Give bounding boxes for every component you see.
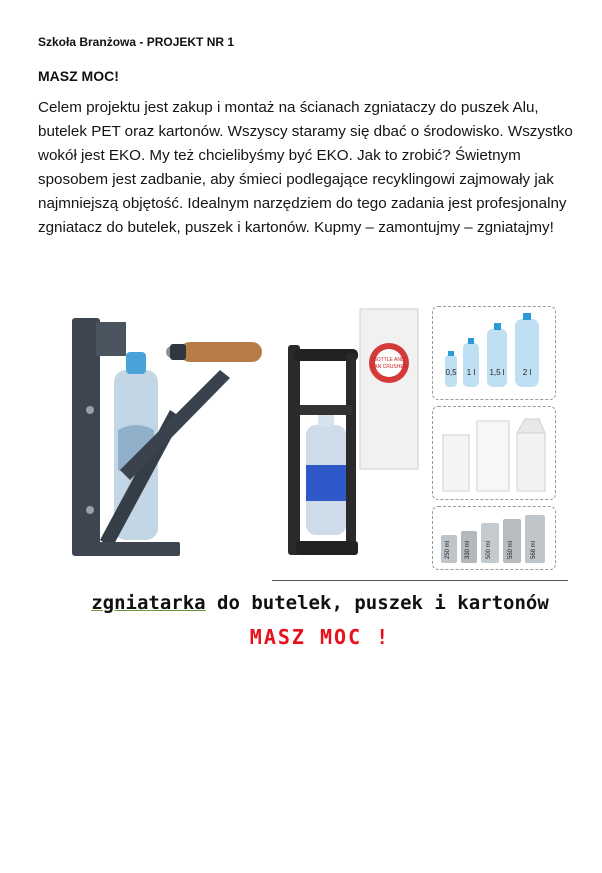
caption-first-word: zgniatarka (91, 592, 206, 614)
can-label: 250 ml (445, 540, 451, 559)
wall-crusher-image (60, 310, 270, 580)
project-description: Celem projektu jest zakup i montaż na ścianach zgniataczy do puszek Alu, butelek PET oraz kartonów. Wszyscy staramy się dbać o środowisko. Wszystko wokół jest EKO. My też chcielibyśmy być EKO. Jak to zrobić? Świetnym sposobem jest zadbanie, aby śmieci podlegające recyklingowi zajmowały jak najmniejszą objętość. Idealnym narzędziem do tego zadania jest profesjonalny zgniatacz do butelek, puszek i kartonów. Kupmy – zamontujmy – zgniatajmy! (38, 99, 573, 236)
bottle-label: 1 l (466, 368, 476, 377)
caption-rest: do butelek, puszek i kartonów (205, 592, 549, 614)
slogan: MASZ MOC ! (249, 625, 391, 649)
box-label-2: CAN CRUSHER (370, 364, 408, 370)
product-illustration (60, 300, 580, 590)
handheld-crusher-image (280, 305, 430, 575)
cans-panel (432, 506, 556, 570)
image-caption (70, 592, 570, 614)
document-header: Szkoła Branżowa - PROJEKT NR 1 (38, 35, 235, 49)
can-label: 550 ml (508, 540, 514, 559)
bottle-label: 0,5 (445, 368, 457, 377)
can-label: 568 ml (531, 540, 537, 559)
divider-line (272, 580, 568, 581)
bottle-label: 1,5 l (489, 368, 505, 377)
bottle-label: 2 l (522, 368, 532, 377)
document-title: MASZ MOC! (38, 68, 119, 84)
can-label: 500 ml (486, 540, 492, 559)
bottles-panel (432, 306, 556, 400)
box-label: BOTTLE AND (373, 357, 405, 363)
cartons-panel (432, 406, 556, 500)
can-label: 330 ml (465, 540, 471, 559)
